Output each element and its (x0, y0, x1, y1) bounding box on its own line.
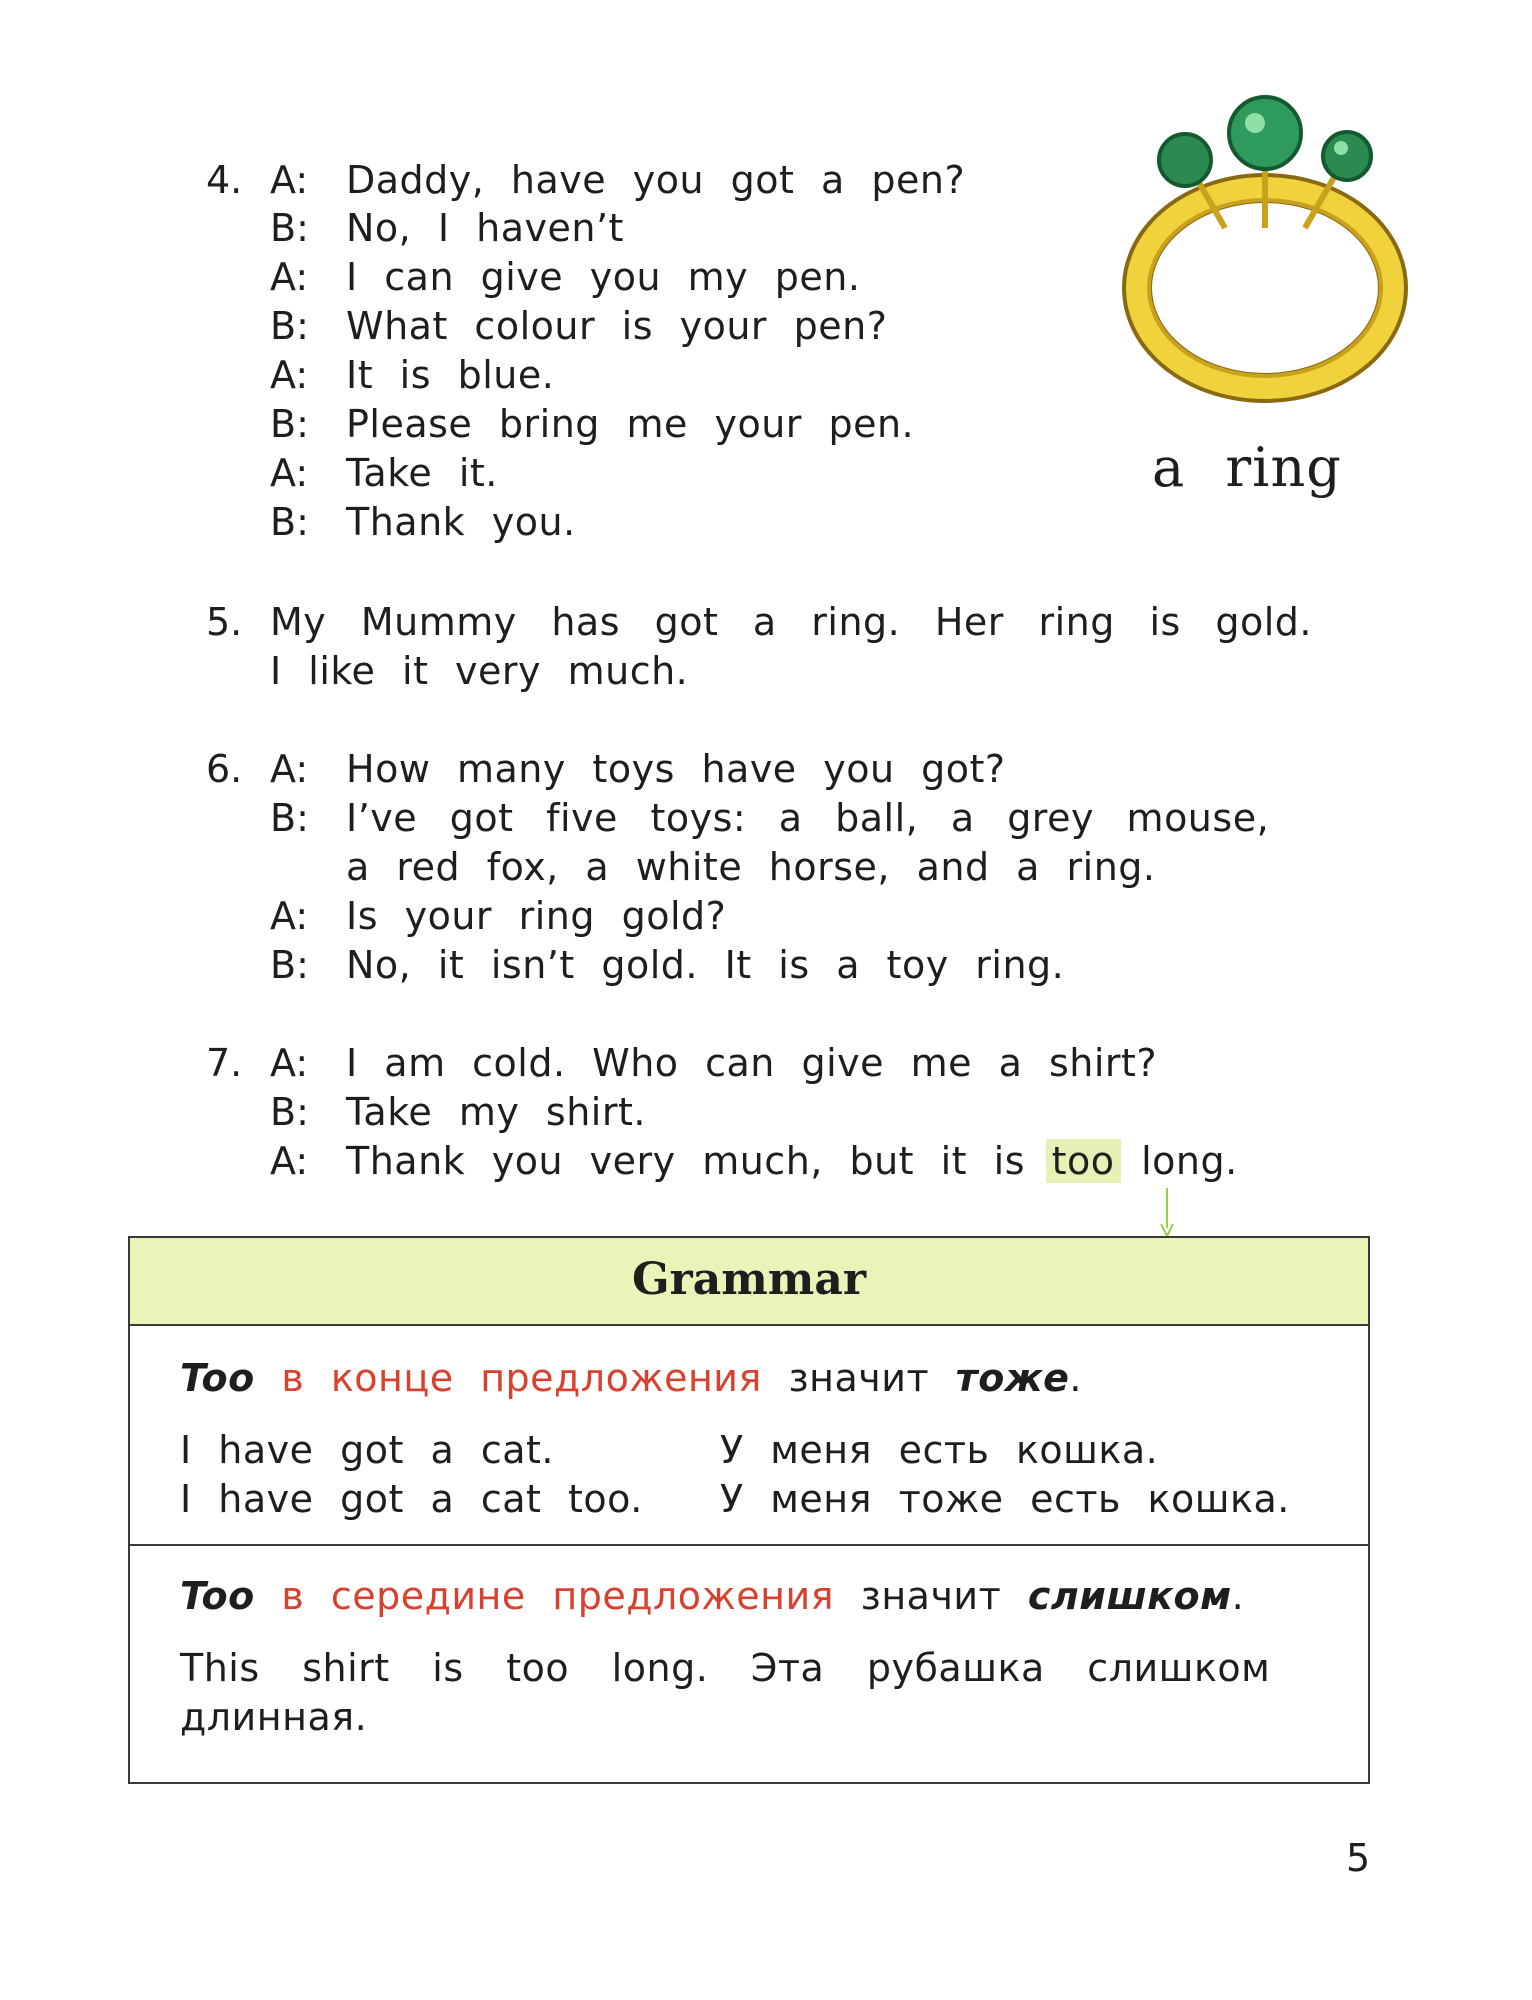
dialogue-line: I’ve got five toys: a ball, a grey mouse, (346, 796, 1270, 840)
speaker-label: A: (270, 353, 309, 397)
grammar-title: Grammar (631, 1254, 867, 1305)
highlighted-word: too (1046, 1139, 1121, 1183)
speaker-label: B: (270, 1090, 309, 1134)
speaker-label: A: (270, 747, 309, 791)
dialogue-line: Thank you. (346, 500, 576, 544)
speaker-label: A: (270, 158, 309, 202)
dialogue-line: Take it. (346, 451, 498, 495)
speaker-label: A: (270, 255, 309, 299)
example-russian: У меня тоже есть кошка. (720, 1477, 1290, 1521)
rule-keyword: Too (180, 1574, 255, 1618)
dialogue-line (346, 1137, 1238, 1185)
down-arrow-icon (1160, 1188, 1174, 1238)
rule-position: в конце предложения (281, 1356, 762, 1400)
rule-verb: значит (788, 1356, 930, 1400)
speaker-label: B: (270, 402, 309, 446)
rule-period: . (1231, 1574, 1245, 1618)
text-line: I like it very much. (270, 649, 689, 693)
grammar-divider (130, 1544, 1368, 1546)
dialogue-line: It is blue. (346, 353, 555, 397)
rule-meaning: тоже (955, 1356, 1070, 1400)
example-english: I have got a cat. (180, 1428, 554, 1472)
ring-illustration (1115, 88, 1415, 408)
speaker-label: B: (270, 943, 309, 987)
rule-meaning: слишком (1027, 1574, 1232, 1618)
example-line: длинная. (180, 1695, 368, 1739)
dialogue-line: No, I haven’t (346, 206, 624, 250)
dialogue-line: No, it isn’t gold. It is a toy ring. (346, 943, 1065, 987)
speaker-label: B: (270, 304, 309, 348)
speaker-label: B: (270, 500, 309, 544)
dialogue-line: Take my shirt. (346, 1090, 646, 1134)
speaker-label: B: (270, 206, 309, 250)
dialogue-line: What colour is your pen? (346, 304, 888, 348)
speaker-label: A: (270, 1041, 309, 1085)
text-line: My Mummy has got a ring. Her ring is gold. (270, 600, 1313, 644)
example-line: This shirt is too long. Эта рубашка слишком (180, 1646, 1271, 1690)
line-text: long. (1141, 1139, 1238, 1183)
speaker-label: A: (270, 894, 309, 938)
rule-verb: значит (860, 1574, 1002, 1618)
exercise-number: 4. (206, 158, 243, 202)
rule-period: . (1069, 1356, 1082, 1400)
speaker-label: A: (270, 451, 309, 495)
dialogue-line: I can give you my pen. (346, 255, 861, 299)
example-english: I have got a cat too. (180, 1477, 643, 1521)
grammar-box (128, 1236, 1370, 1784)
rule-keyword: Too (180, 1356, 255, 1400)
dialogue-line: Please bring me your pen. (346, 402, 915, 446)
dialogue-line: Daddy, have you got a pen? (346, 158, 966, 202)
grammar-rule-2 (180, 1572, 1244, 1620)
speaker-label: A: (270, 1139, 309, 1183)
grammar-rule-1 (180, 1354, 1082, 1402)
dialogue-line: a red fox, a white horse, and a ring. (346, 845, 1156, 889)
rule-position: в середине предложения (281, 1574, 835, 1618)
exercise-number: 5. (206, 600, 243, 644)
exercise-number: 6. (206, 747, 243, 791)
example-russian: У меня есть кошка. (720, 1428, 1159, 1472)
exercise-number: 7. (206, 1041, 243, 1085)
speaker-label: B: (270, 796, 309, 840)
ring-caption: a ring (1152, 436, 1342, 499)
dialogue-line: Is your ring gold? (346, 894, 727, 938)
dialogue-line: How many toys have you got? (346, 747, 1006, 791)
line-text: Thank you very much, but it is (346, 1139, 1026, 1183)
page-number: 5 (1346, 1836, 1371, 1880)
dialogue-line: I am cold. Who can give me a shirt? (346, 1041, 1158, 1085)
grammar-header (130, 1238, 1368, 1326)
